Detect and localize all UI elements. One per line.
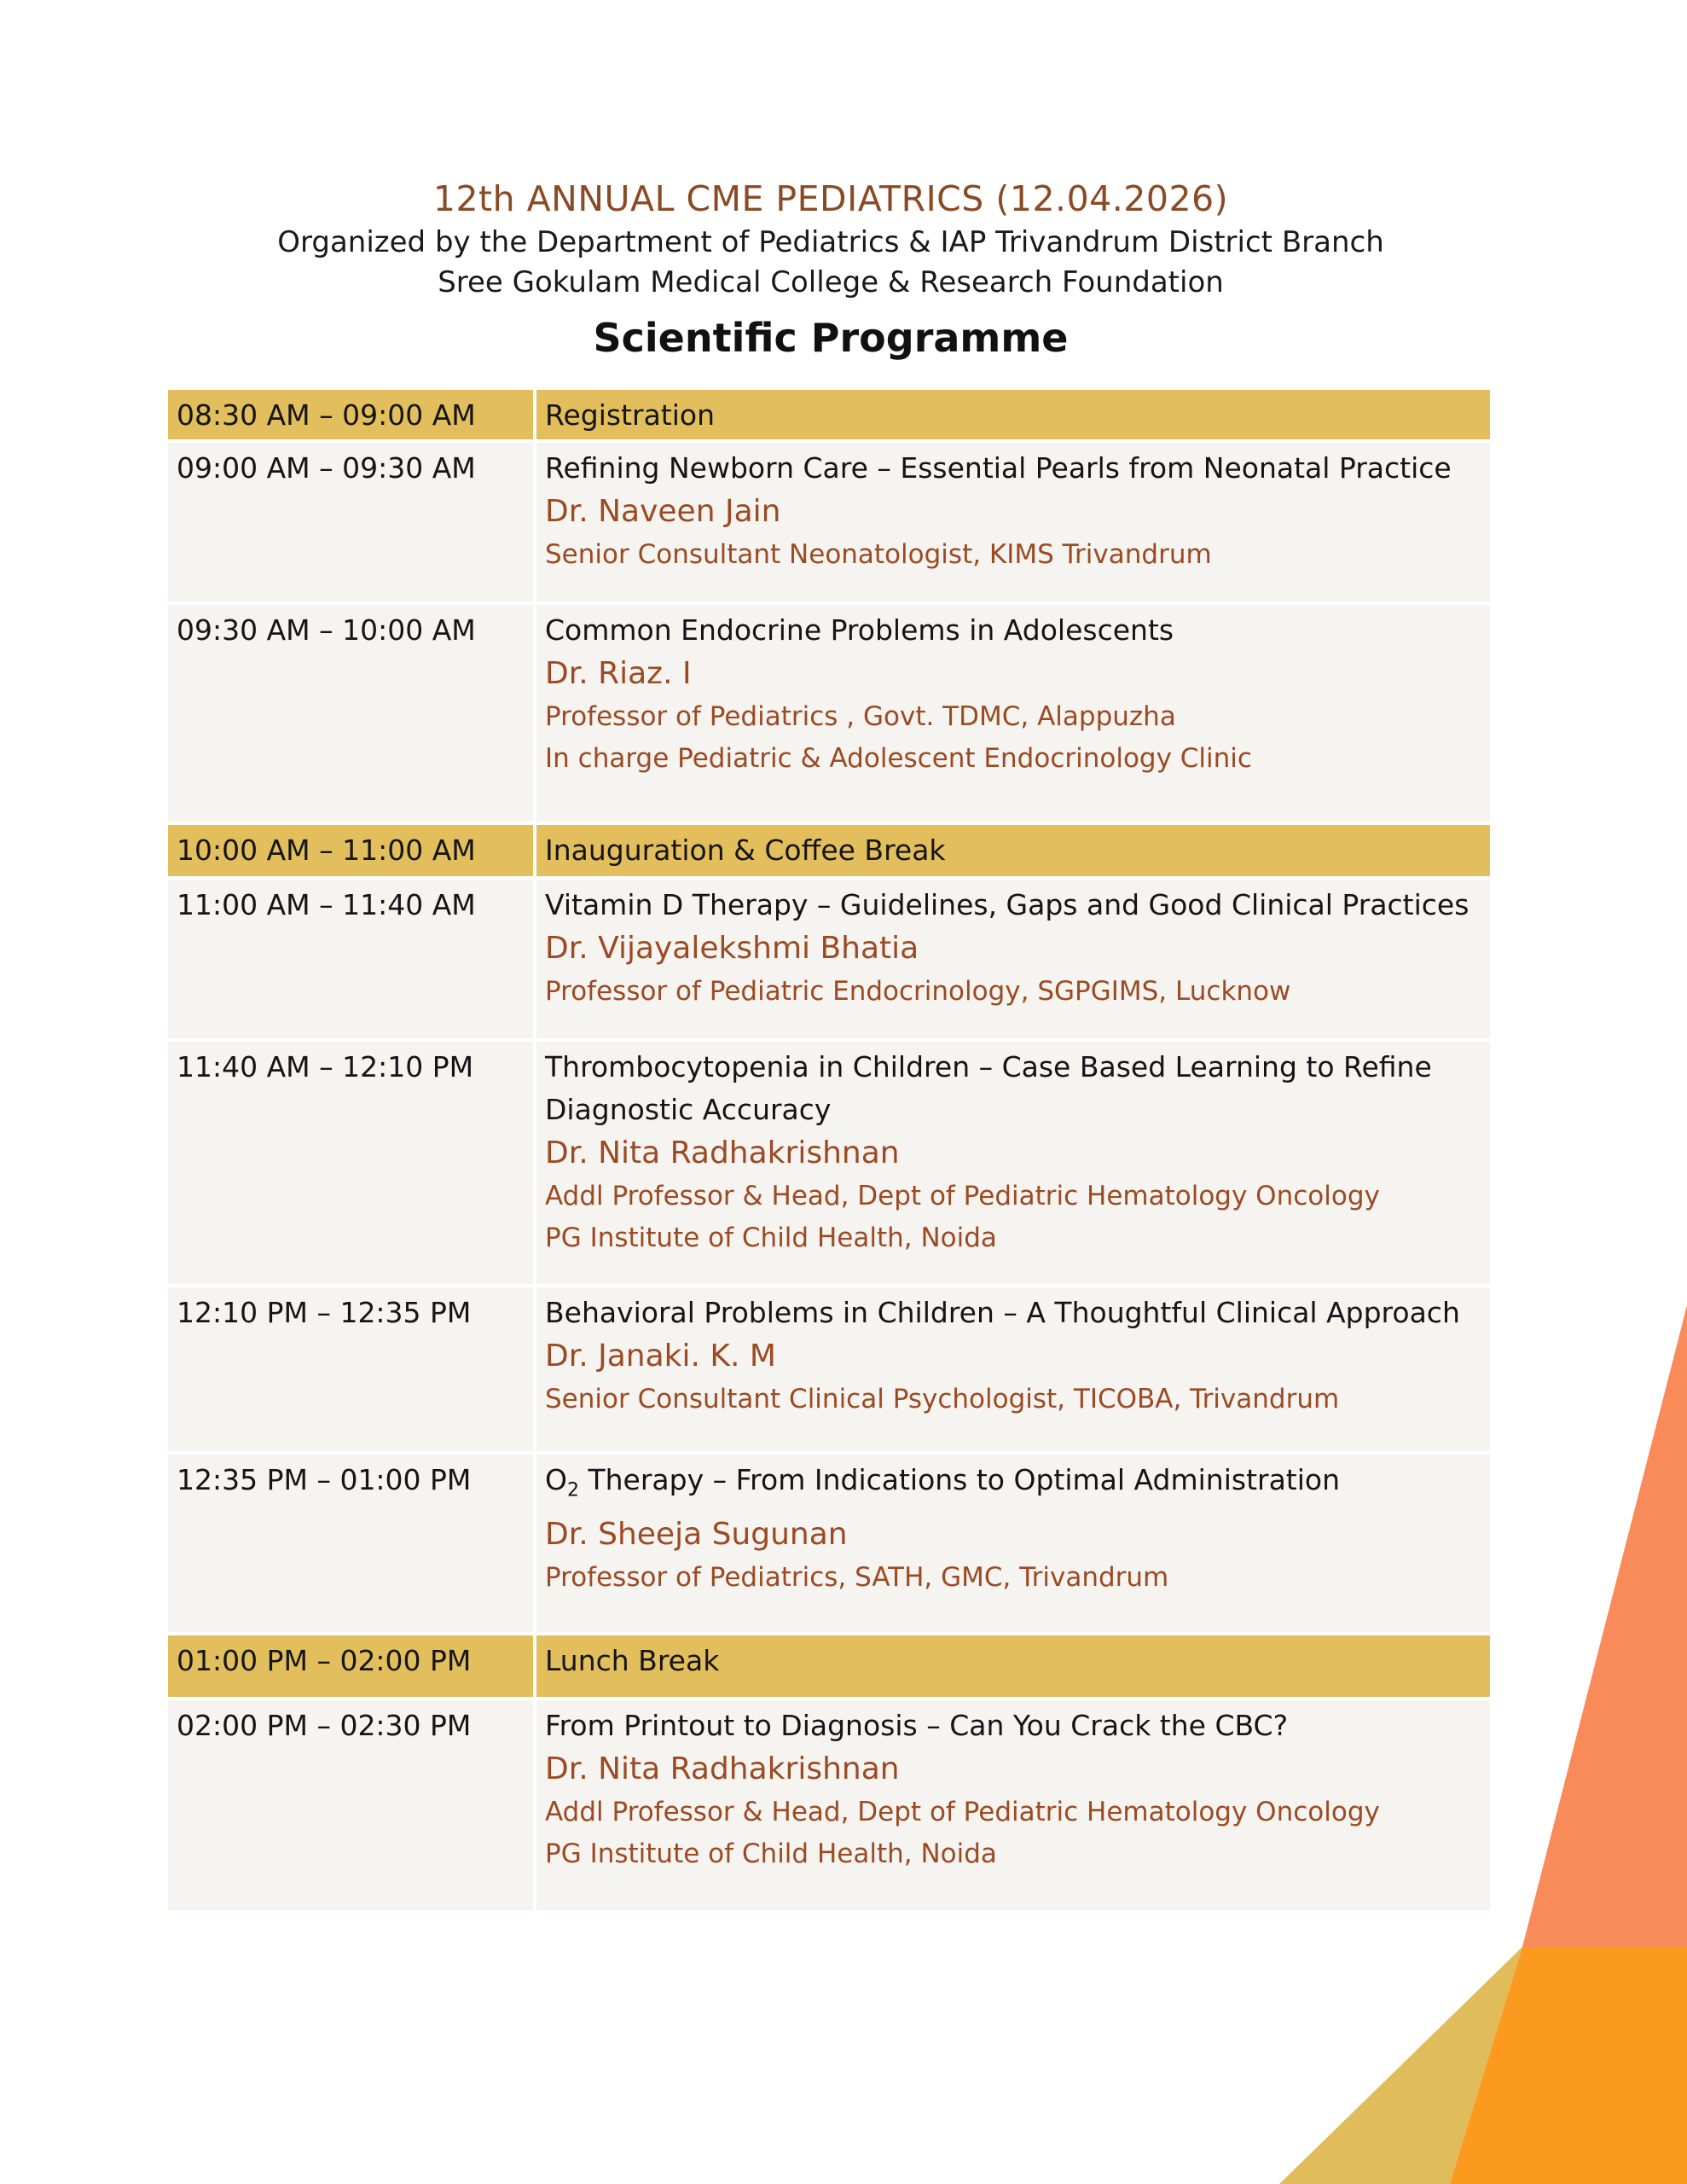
session-time: 11:40 AM – 12:10 PM xyxy=(177,1050,474,1083)
schedule-row xyxy=(168,1700,1490,1914)
schedule-row xyxy=(168,1042,1490,1287)
institution-line: Sree Gokulam Medical College & Research Foundation xyxy=(438,265,1224,299)
schedule-row xyxy=(168,605,1490,825)
session-topic xyxy=(545,1455,1490,1513)
session-time: 12:35 PM – 01:00 PM xyxy=(177,1463,472,1496)
speaker-name: Dr. Vijayalekshmi Bhatia xyxy=(545,931,919,966)
session-time: 10:00 AM – 11:00 AM xyxy=(177,834,476,867)
organizer-line: Organized by the Department of Pediatrics & IAP Trivandrum District Branch xyxy=(277,225,1384,259)
document-header xyxy=(0,175,1661,368)
session-topic: From Printout to Diagnosis – Can You Crack the CBC? xyxy=(545,1709,1289,1742)
schedule-row xyxy=(168,880,1490,1042)
speaker-affiliation: In charge Pediatric & Adolescent Endocrinology Clinic xyxy=(545,743,1252,774)
gold-triangle xyxy=(1279,1947,1522,2184)
break-label: Inauguration & Coffee Break xyxy=(545,834,946,867)
event-title: 12th ANNUAL CME PEDIATRICS (12.04.2026) xyxy=(432,178,1229,219)
session-topic: Common Endocrine Problems in Adolescents xyxy=(545,613,1174,647)
schedule-row xyxy=(168,1455,1490,1635)
speaker-affiliation: Addl Professor & Head, Dept of Pediatric Hematology Oncology xyxy=(545,1797,1380,1827)
speaker-affiliation: PG Institute of Child Health, Noida xyxy=(545,1838,997,1869)
session-topic: Refining Newborn Care – Essential Pearls from Neonatal Practice xyxy=(545,451,1452,485)
schedule-row xyxy=(168,1287,1490,1455)
session-time: 09:30 AM – 10:00 AM xyxy=(177,613,476,647)
speaker-name: Dr. Riaz. I xyxy=(545,656,692,691)
speaker-affiliation: Senior Consultant Neonatologist, KIMS Trivandrum xyxy=(545,539,1212,570)
topic-prefix: O xyxy=(545,1463,567,1496)
speaker-affiliation: Professor of Pediatrics, SATH, GMC, Trivandrum xyxy=(545,1561,1169,1593)
schedule-row-lunch xyxy=(168,1635,1490,1700)
speaker-affiliation: Professor of Pediatrics , Govt. TDMC, Alappuzha xyxy=(545,701,1176,732)
session-time: 08:30 AM – 09:00 AM xyxy=(177,398,476,432)
session-time: 11:00 AM – 11:40 AM xyxy=(177,888,476,921)
schedule-table xyxy=(168,390,1490,1914)
schedule-row-inauguration xyxy=(168,825,1490,880)
speaker-name: Dr. Nita Radhakrishnan xyxy=(545,1136,900,1170)
session-topic-continued: Diagnostic Accuracy xyxy=(545,1093,832,1126)
speaker-affiliation: Senior Consultant Clinical Psychologist, TICOBA, Trivandrum xyxy=(545,1384,1340,1414)
coral-triangle xyxy=(1522,1305,1687,1947)
speaker-affiliation: Addl Professor & Head, Dept of Pediatric Hematology Oncology xyxy=(545,1181,1380,1211)
topic-subscript: 2 xyxy=(566,1479,579,1502)
schedule-row-registration xyxy=(168,390,1490,443)
topic-rest: Therapy – From Indications to Optimal Administration xyxy=(578,1463,1341,1496)
session-time: 01:00 PM – 02:00 PM xyxy=(177,1644,472,1677)
programme-title: Scientific Programme xyxy=(593,315,1069,361)
session-time: 09:00 AM – 09:30 AM xyxy=(177,451,476,485)
session-time: 12:10 PM – 12:35 PM xyxy=(177,1296,472,1329)
break-label: Lunch Break xyxy=(545,1644,720,1677)
schedule-row xyxy=(168,443,1490,605)
orange-trapezoid xyxy=(1450,1947,1687,2184)
speaker-name: Dr. Nita Radhakrishnan xyxy=(545,1751,900,1786)
session-topic: Behavioral Problems in Children – A Thoughtful Clinical Approach xyxy=(545,1296,1460,1329)
break-label: Registration xyxy=(545,398,715,432)
speaker-affiliation: PG Institute of Child Health, Noida xyxy=(545,1223,997,1253)
session-topic: Thrombocytopenia in Children – Case Based Learning to Refine xyxy=(545,1050,1432,1083)
session-topic: Vitamin D Therapy – Guidelines, Gaps and Good Clinical Practices xyxy=(545,888,1470,921)
speaker-name: Dr. Naveen Jain xyxy=(545,494,781,529)
speaker-name: Dr. Janaki. K. M xyxy=(545,1339,776,1374)
session-time: 02:00 PM – 02:30 PM xyxy=(177,1709,472,1742)
speaker-name: Dr. Sheeja Sugunan xyxy=(545,1516,848,1552)
speaker-affiliation: Professor of Pediatric Endocrinology, SGPGIMS, Lucknow xyxy=(545,976,1291,1007)
